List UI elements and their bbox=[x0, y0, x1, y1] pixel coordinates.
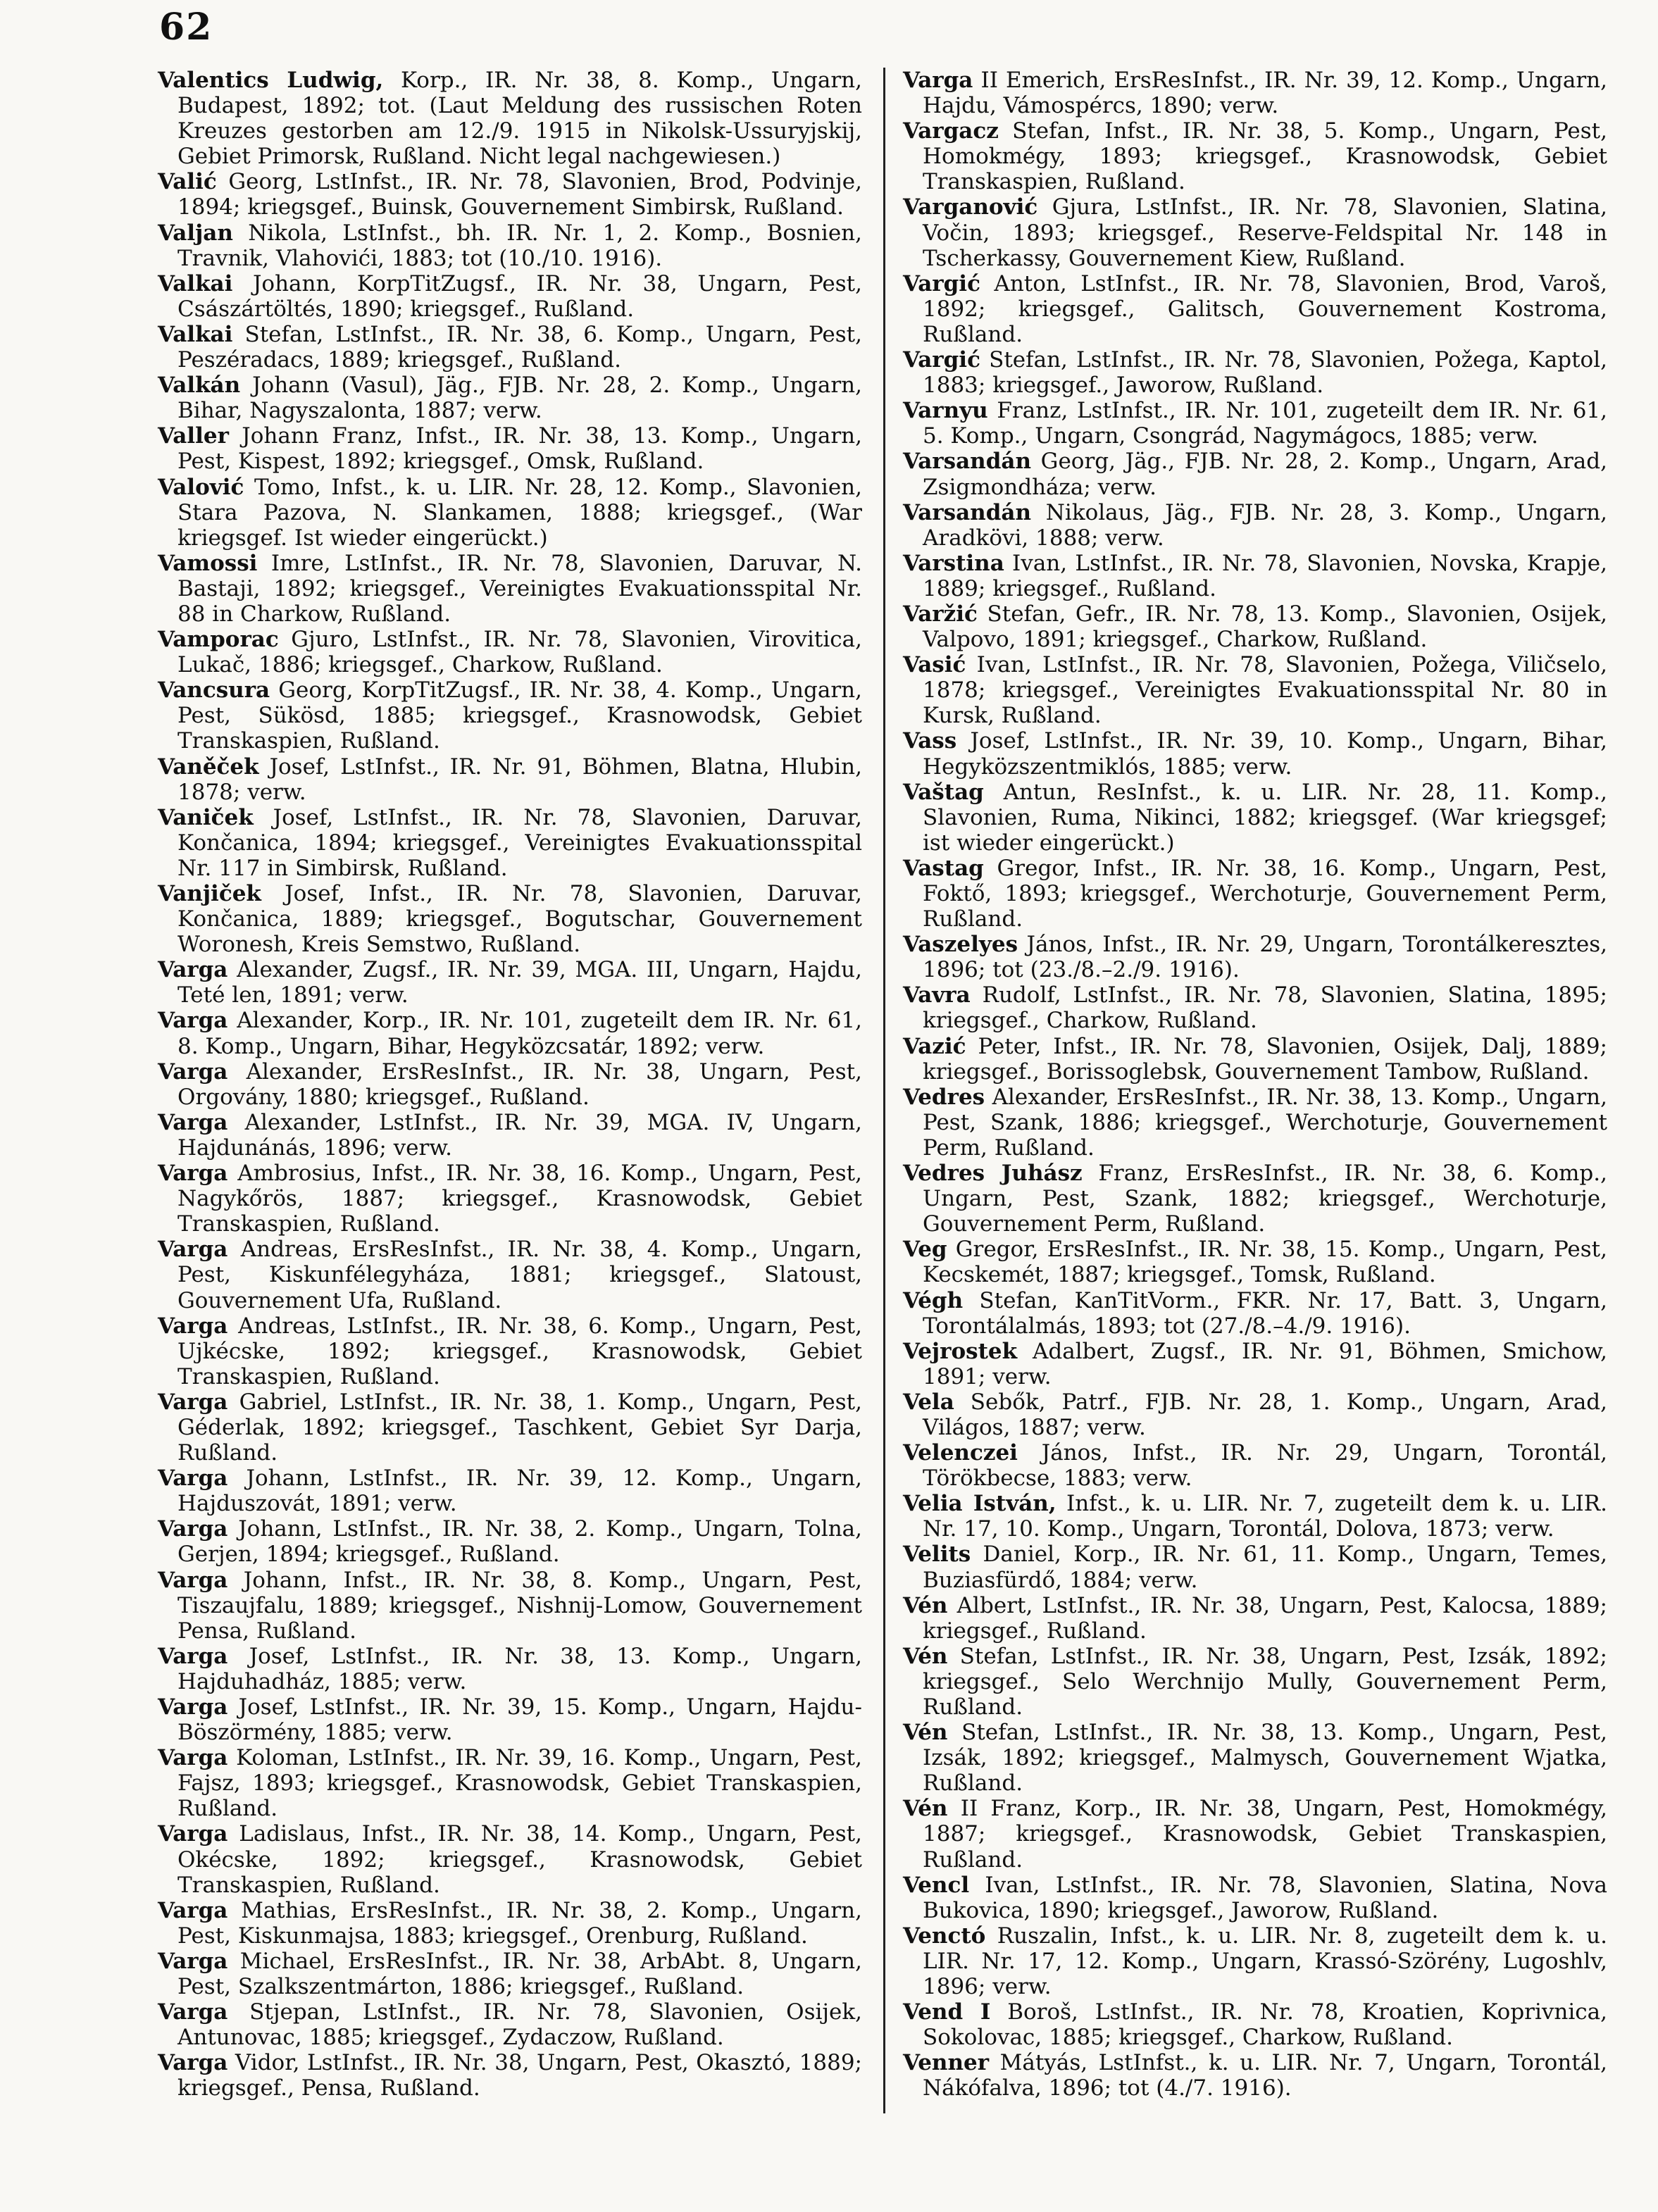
list-item bbox=[903, 1288, 1607, 1339]
entry-surname: Vasić bbox=[903, 652, 966, 678]
entry-details: Ivan, LstInfst., IR. Nr. 78, Slavonien, Novska, Krapje, 1889; kriegsgef., Rußland. bbox=[923, 550, 1607, 601]
list-item bbox=[903, 780, 1607, 856]
entry-details: Johann Franz, Infst., IR. Nr. 38, 13. Komp., Ungarn, Pest, Kispest, 1892; kriegsgef., Omsk, Rußland. bbox=[177, 423, 862, 475]
list-item bbox=[158, 1745, 862, 1821]
entry-details: II Franz, Korp., IR. Nr. 38, Ungarn, Pest, Homokmégy, 1887; kriegsgef., Krasnowodsk, Gebiet Transkaspien, Rußland. bbox=[923, 1796, 1607, 1873]
list-item bbox=[903, 1237, 1607, 1287]
entry-details: Johann, LstInfst., IR. Nr. 38, 2. Komp., Ungarn, Tolna, Gerjen, 1894; kriegsgef., Rußland. bbox=[177, 1516, 862, 1568]
entry-details: Alexander, Zugsf., IR. Nr. 39, MGA. III, Ungarn, Hajdu, Teté len, 1891; verw. bbox=[177, 957, 862, 1008]
left-column bbox=[158, 68, 862, 2101]
list-item bbox=[903, 1999, 1607, 2050]
entry-details: Ladislaus, Infst., IR. Nr. 38, 14. Komp., Ungarn, Pest, Okécske, 1892; kriegsgef., Krasnowodsk, Gebiet Transkaspien, Rußland. bbox=[177, 1821, 862, 1898]
list-item bbox=[903, 1440, 1607, 1491]
entry-details: Johann, KorpTitZugsf., IR. Nr. 38, Ungarn, Pest, Császártöltés, 1890; kriegsgef., Rußland. bbox=[177, 270, 862, 322]
entry-details: Rudolf, LstInfst., IR. Nr. 78, Slavonien, Slatina, 1895; kriegsgef., Charkow, Rußland. bbox=[923, 982, 1607, 1034]
right-column bbox=[903, 68, 1607, 2101]
entry-surname: Varganović bbox=[903, 194, 1038, 220]
entry-details: Franz, ErsResInfst., IR. Nr. 38, 6. Komp., Ungarn, Pest, Szank, 1882; kriegsgef., Werchoturje, Gouvernement Perm, Rußland. bbox=[923, 1161, 1607, 1237]
list-item bbox=[158, 271, 862, 322]
list-item bbox=[903, 1161, 1607, 1237]
list-item bbox=[903, 2050, 1607, 2101]
entry-surname: Varga bbox=[158, 1745, 228, 1771]
entry-details: Boroš, LstInfst., IR. Nr. 78, Kroatien, Koprivnica, Sokolovac, 1885; kriegsgef., Charkow, Rußland. bbox=[923, 1999, 1607, 2051]
list-item bbox=[158, 1999, 862, 2050]
entry-surname: Vastag bbox=[903, 855, 984, 881]
entry-surname: Veg bbox=[903, 1237, 947, 1263]
entry-surname: Valkai bbox=[158, 321, 233, 347]
entry-surname: Varga bbox=[158, 1008, 228, 1034]
entry-surname: Varga bbox=[158, 1999, 228, 2025]
list-item bbox=[158, 1516, 862, 1567]
list-item bbox=[903, 652, 1607, 728]
entry-details: Daniel, Korp., IR. Nr. 61, 11. Komp., Ungarn, Temes, Buziasfürdő, 1884; verw. bbox=[923, 1542, 1607, 1593]
entry-surname: Velits bbox=[903, 1542, 971, 1568]
entry-surname: Vencl bbox=[903, 1872, 970, 1898]
list-item bbox=[903, 271, 1607, 347]
entry-details: Alexander, ErsResInfst., IR. Nr. 38, 13. Komp., Ungarn, Pest, Szank, 1886; kriegsgef., Werchoturje, Gouvernement Perm, Rußland. bbox=[923, 1084, 1607, 1161]
column-divider bbox=[883, 68, 885, 2113]
entry-details: Stefan, LstInfst., IR. Nr. 38, 6. Komp., Ungarn, Pest, Peszéradacs, 1889; kriegsgef., Rußland. bbox=[177, 321, 862, 373]
entry-surname: Varga bbox=[158, 1237, 228, 1263]
entry-surname: Vejrostek bbox=[903, 1338, 1018, 1364]
entry-details: Sebők, Patrf., FJB. Nr. 28, 1. Komp., Ungarn, Arad, Világos, 1887; verw. bbox=[923, 1389, 1607, 1440]
entry-surname: Vén bbox=[903, 1643, 948, 1669]
entry-surname: Vargacz bbox=[903, 118, 999, 144]
entry-details: János, Infst., IR. Nr. 29, Ungarn, Torontál, Törökbecse, 1883; verw. bbox=[923, 1440, 1607, 1492]
list-item bbox=[903, 1085, 1607, 1161]
list-item bbox=[158, 220, 862, 271]
list-item bbox=[158, 1568, 862, 1644]
entry-details: Georg, KorpTitZugsf., IR. Nr. 38, 4. Komp., Ungarn, Pest, Sükösd, 1885; kriegsgef., Krasnowodsk, Gebiet Transkaspien, Rußland. bbox=[177, 677, 862, 754]
list-item bbox=[903, 118, 1607, 194]
entry-surname: Vend I bbox=[903, 1999, 991, 2025]
entry-surname: Valjan bbox=[158, 220, 233, 246]
entry-surname: Varsandán bbox=[903, 449, 1032, 475]
list-item bbox=[158, 881, 862, 957]
list-item bbox=[903, 68, 1607, 118]
list-item bbox=[903, 1593, 1607, 1644]
entry-details: Gabriel, LstInfst., IR. Nr. 38, 1. Komp., Ungarn, Pest, Géderlak, 1892; kriegsgef., Taschkent, Gebiet Syr Darja, Rußland. bbox=[177, 1389, 862, 1466]
entry-details: Josef, LstInfst., IR. Nr. 39, 15. Komp., Ungarn, Hajdu-Böszörmény, 1885; verw. bbox=[177, 1694, 862, 1746]
entry-details: Stefan, LstInfst., IR. Nr. 38, 13. Komp., Ungarn, Pest, Izsák, 1892; kriegsgef., Malmysch, Gouvernement Wjatka, Rußland. bbox=[923, 1720, 1607, 1797]
entry-surname: Varga bbox=[158, 1466, 228, 1492]
entry-surname: Valović bbox=[158, 474, 244, 500]
list-item bbox=[158, 1821, 862, 1897]
entry-surname: Vamporac bbox=[158, 627, 279, 653]
entry-surname: Varsandán bbox=[903, 499, 1032, 525]
entry-surname: Varga bbox=[158, 1058, 228, 1085]
entry-details: Andreas, LstInfst., IR. Nr. 38, 6. Komp., Ungarn, Pest, Ujkécske, 1892; kriegsgef., Krasnowodsk, Gebiet Transkaspien, Rußland. bbox=[177, 1313, 862, 1389]
entry-surname: Vaněček bbox=[158, 754, 259, 780]
entry-surname: Varga bbox=[158, 1109, 228, 1135]
entry-details: Koloman, LstInfst., IR. Nr. 39, 16. Komp., Ungarn, Pest, Fajsz, 1893; kriegsgef., Krasnowodsk, Gebiet Transkaspien, Rußland. bbox=[177, 1745, 862, 1822]
list-item bbox=[158, 2050, 862, 2101]
entry-details: Albert, LstInfst., IR. Nr. 38, Ungarn, Pest, Kalocsa, 1889; kriegsgef., Rußland. bbox=[923, 1592, 1607, 1644]
entry-surname: Velenczei bbox=[903, 1440, 1018, 1466]
entry-details: Josef, LstInfst., IR. Nr. 91, Böhmen, Blatna, Hlubin, 1878; verw. bbox=[177, 754, 862, 805]
list-item bbox=[158, 475, 862, 551]
entry-surname: Vazić bbox=[903, 1033, 966, 1059]
entry-details: Nikolaus, Jäg., FJB. Nr. 28, 3. Komp., Ungarn, Aradkövi, 1888; verw. bbox=[923, 499, 1607, 551]
entry-details: Stefan, KanTitVorm., FKR. Nr. 17, Batt. 3, Ungarn, Torontálalmás, 1893; tot (27./8.–4./9. 1916). bbox=[923, 1287, 1607, 1339]
entry-details: Franz, LstInfst., IR. Nr. 101, zugeteilt dem IR. Nr. 61, 5. Komp., Ungarn, Csongrád, Nagymágocs, 1885; verw. bbox=[923, 398, 1607, 449]
entry-surname: Vaniček bbox=[158, 804, 254, 830]
list-item bbox=[903, 1491, 1607, 1542]
entry-surname: Végh bbox=[903, 1287, 964, 1313]
entry-surname: Vancsura bbox=[158, 677, 270, 704]
entry-surname: Vaszelyes bbox=[903, 932, 1018, 958]
list-item bbox=[903, 1339, 1607, 1389]
list-item bbox=[158, 957, 862, 1008]
entry-surname: Vedres bbox=[903, 1084, 985, 1110]
list-item bbox=[903, 500, 1607, 551]
list-item bbox=[158, 627, 862, 677]
entry-surname: Varžić bbox=[903, 601, 978, 627]
entry-details: Georg, Jäg., FJB. Nr. 28, 2. Komp., Ungarn, Arad, Zsigmondháza; verw. bbox=[923, 449, 1607, 500]
entry-surname: Vamossi bbox=[158, 550, 258, 576]
list-item bbox=[158, 677, 862, 754]
entry-details: János, Infst., IR. Nr. 29, Ungarn, Torontálkeresztes, 1896; tot (23./8.–2./9. 1916). bbox=[923, 932, 1607, 983]
entry-surname: Varga bbox=[158, 1389, 228, 1415]
list-item bbox=[903, 932, 1607, 982]
list-item bbox=[903, 1034, 1607, 1085]
entry-details: Josef, Infst., IR. Nr. 78, Slavonien, Daruvar, Končanica, 1889; kriegsgef., Bogutschar, Gouvernement Woronesh, Kreis Semstwo, Rußland. bbox=[177, 881, 862, 958]
list-item bbox=[158, 805, 862, 881]
page-number: 62 bbox=[159, 6, 213, 49]
entry-surname: Varga bbox=[158, 1516, 228, 1542]
entry-surname: Valler bbox=[158, 423, 229, 449]
list-item bbox=[158, 169, 862, 220]
entry-surname: Varga bbox=[158, 957, 228, 983]
list-item bbox=[903, 1873, 1607, 1923]
entry-details: Josef, LstInfst., IR. Nr. 39, 10. Komp., Ungarn, Bihar, Hegyközszentmiklós, 1885; verw. bbox=[923, 728, 1607, 780]
list-item bbox=[903, 1923, 1607, 1999]
entry-details: Johann, LstInfst., IR. Nr. 39, 12. Komp., Ungarn, Hajduszovát, 1891; verw. bbox=[177, 1466, 862, 1517]
entry-details: Mathias, ErsResInfst., IR. Nr. 38, 2. Komp., Ungarn, Pest, Kiskunmajsa, 1883; kriegsgef., Orenburg, Rußland. bbox=[177, 1897, 862, 1949]
list-item bbox=[903, 1796, 1607, 1872]
entry-details: Peter, Infst., IR. Nr. 78, Slavonien, Osijek, Dalj, 1889; kriegsgef., Borissoglebsk, Gouvernement Tambow, Rußland. bbox=[923, 1033, 1607, 1085]
entry-surname: Varga bbox=[158, 1821, 228, 1847]
entry-details: Gregor, Infst., IR. Nr. 38, 16. Komp., Ungarn, Pest, Foktő, 1893; kriegsgef., Werchoturje, Gouvernement Perm, Rußland. bbox=[923, 855, 1607, 932]
entry-details: Stefan, LstInfst., IR. Nr. 78, Slavonien, Požega, Kaptol, 1883; kriegsgef., Jaworow, Rußland. bbox=[923, 347, 1607, 399]
entry-details: Infst., k. u. LIR. Nr. 7, zugeteilt dem k. u. LIR. Nr. 17, 10. Komp., Ungarn, Torontál, Dolova, 1873; verw. bbox=[923, 1491, 1607, 1542]
list-item bbox=[158, 1694, 862, 1745]
list-item bbox=[158, 1644, 862, 1694]
list-item bbox=[158, 1161, 862, 1237]
list-item bbox=[158, 551, 862, 627]
entry-details: Antun, ResInfst., k. u. LIR. Nr. 28, 11. Komp., Slavonien, Ruma, Nikinci, 1882; kriegsgef. (War kriegsgef; ist wieder eingerückt.) bbox=[923, 779, 1607, 856]
entry-surname: Varstina bbox=[903, 550, 1004, 576]
entry-details: Johann (Vasul), Jäg., FJB. Nr. 28, 2. Komp., Ungarn, Bihar, Nagyszalonta, 1887; verw. bbox=[177, 373, 862, 424]
entry-details: Alexander, LstInfst., IR. Nr. 39, MGA. IV, Ungarn, Hajdunánás, 1896; verw. bbox=[177, 1109, 862, 1161]
entry-details: Anton, LstInfst., IR. Nr. 78, Slavonien, Brod, Varoš, 1892; kriegsgef., Galitsch, Gouvernement Kostroma, Rußland. bbox=[923, 270, 1607, 347]
entry-details: Josef, LstInfst., IR. Nr. 38, 13. Komp., Ungarn, Hajduhadház, 1885; verw. bbox=[177, 1643, 862, 1694]
entry-details: Stefan, Gefr., IR. Nr. 78, 13. Komp., Slavonien, Osijek, Valpovo, 1891; kriegsgef., Charkow, Rußland. bbox=[923, 601, 1607, 653]
entry-surname: Varga bbox=[158, 1161, 228, 1187]
entry-surname: Vedres Juhász bbox=[903, 1161, 1083, 1187]
list-item bbox=[158, 1898, 862, 1949]
entry-surname: Valkán bbox=[158, 373, 241, 399]
entry-details: Stefan, LstInfst., IR. Nr. 38, Ungarn, Pest, Izsák, 1892; kriegsgef., Selo Werchnijo Mully, Gouvernement Perm, Rußland. bbox=[923, 1643, 1607, 1720]
entry-surname: Varga bbox=[903, 68, 973, 93]
list-item bbox=[158, 322, 862, 373]
entry-details: Gjura, LstInfst., IR. Nr. 78, Slavonien, Slatina, Vočin, 1893; kriegsgef., Reserve-Feldspital Nr. 148 in Tscherkassy, Gouvernement Kiew, Rußland. bbox=[923, 194, 1607, 271]
entry-surname: Varnyu bbox=[903, 398, 988, 424]
entry-surname: Valkai bbox=[158, 270, 233, 296]
entry-details: Josef, LstInfst., IR. Nr. 78, Slavonien, Daruvar, Končanica, 1894; kriegsgef., Vereinigtes Evakuationsspital Nr. 117 in Simbirsk, Rußland. bbox=[177, 804, 862, 881]
entry-surname: Venner bbox=[903, 2050, 990, 2076]
entry-surname: Varga bbox=[158, 1313, 228, 1339]
list-item bbox=[903, 1542, 1607, 1592]
list-item bbox=[158, 1008, 862, 1058]
entry-surname: Venctó bbox=[903, 1923, 986, 1949]
list-item bbox=[158, 1949, 862, 1999]
entry-surname: Vargić bbox=[903, 347, 980, 373]
entry-surname: Varga bbox=[158, 1694, 228, 1720]
entry-details: Stefan, Infst., IR. Nr. 38, 5. Komp., Ungarn, Pest, Homokmégy, 1893; kriegsgef., Krasnowodsk, Gebiet Transkaspien, Rußland. bbox=[923, 118, 1607, 195]
list-item bbox=[903, 551, 1607, 601]
entry-details: Michael, ErsResInfst., IR. Nr. 38, ArbAbt. 8, Ungarn, Pest, Szalkszentmárton, 1886; kriegsgef., Rußland. bbox=[177, 1948, 862, 2000]
entry-details: Ivan, LstInfst., IR. Nr. 78, Slavonien, Požega, Viličselo, 1878; kriegsgef., Vereinigtes Evakuationsspital Nr. 80 in Kursk, Rußland. bbox=[923, 652, 1607, 729]
entry-surname: Varga bbox=[158, 1948, 228, 1974]
entry-surname: Vén bbox=[903, 1796, 948, 1822]
entry-surname: Vela bbox=[903, 1389, 954, 1415]
entry-surname: Vanjiček bbox=[158, 881, 261, 906]
entry-surname: Vargić bbox=[903, 270, 980, 296]
entry-details: Gregor, ErsResInfst., IR. Nr. 38, 15. Komp., Ungarn, Pest, Kecskemét, 1887; kriegsgef., Tomsk, Rußland. bbox=[923, 1237, 1607, 1288]
list-item bbox=[903, 347, 1607, 398]
entry-details: Adalbert, Zugsf., IR. Nr. 91, Böhmen, Smichow, 1891; verw. bbox=[923, 1338, 1607, 1389]
list-item bbox=[903, 1720, 1607, 1796]
entry-details: Georg, LstInfst., IR. Nr. 78, Slavonien, Brod, Podvinje, 1894; kriegsgef., Buinsk, Gouvernement Simbirsk, Rußland. bbox=[177, 169, 862, 220]
entry-surname: Valić bbox=[158, 169, 217, 195]
entry-details: Tomo, Infst., k. u. LIR. Nr. 28, 12. Komp., Slavonien, Stara Pazova, N. Slankamen, 1888; kriegsgef., (War kriegsgef. Ist wieder eingerückt.) bbox=[177, 474, 862, 551]
list-item bbox=[158, 1313, 862, 1389]
entry-details: Johann, Infst., IR. Nr. 38, 8. Komp., Ungarn, Pest, Tiszaujfalu, 1889; kriegsgef., Nishnij-Lomow, Gouvernement Pensa, Rußland. bbox=[177, 1567, 862, 1644]
entry-details: Alexander, Korp., IR. Nr. 101, zugeteilt dem IR. Nr. 61, 8. Komp., Ungarn, Bihar, Hegyközcsatár, 1892; verw. bbox=[177, 1008, 862, 1059]
list-item bbox=[903, 398, 1607, 449]
entry-surname: Varga bbox=[158, 1643, 228, 1669]
list-item bbox=[158, 1059, 862, 1110]
entry-surname: Varga bbox=[158, 1567, 228, 1593]
list-item bbox=[903, 728, 1607, 779]
entry-surname: Vavra bbox=[903, 982, 971, 1008]
list-item bbox=[158, 68, 862, 169]
entry-surname: Vass bbox=[903, 728, 957, 754]
entry-surname: Valentics Ludwig, bbox=[158, 68, 384, 93]
list-item bbox=[158, 423, 862, 474]
entry-details: Imre, LstInfst., IR. Nr. 78, Slavonien, Daruvar, N. Bastaji, 1892; kriegsgef., Vereinigtes Evakuationsspital Nr. 88 in Charkow, Rußland. bbox=[177, 550, 862, 627]
entry-details: Mátyás, LstInfst., k. u. LIR. Nr. 7, Ungarn, Torontál, Nákófalva, 1896; tot (4./7. 1916). bbox=[923, 2050, 1607, 2101]
list-item bbox=[903, 856, 1607, 932]
list-item bbox=[158, 1237, 862, 1313]
entry-details: Ruszalin, Infst., k. u. LIR. Nr. 8, zugeteilt dem k. u. LIR. Nr. 17, 12. Komp., Ungarn, Krassó-Szörény, Lugoshlv, 1896; verw. bbox=[923, 1923, 1607, 2000]
entry-details: Nikola, LstInfst., bh. IR. Nr. 1, 2. Komp., Bosnien, Travnik, Vlahovići, 1883; tot (10./10. 1916). bbox=[177, 220, 862, 271]
entry-surname: Vén bbox=[903, 1592, 948, 1618]
list-item bbox=[903, 1389, 1607, 1440]
entry-details: Gjuro, LstInfst., IR. Nr. 78, Slavonien, Virovitica, Lukač, 1886; kriegsgef., Charkow, Rußland. bbox=[177, 627, 862, 678]
list-item bbox=[158, 1110, 862, 1161]
list-item bbox=[903, 601, 1607, 652]
list-item bbox=[903, 1644, 1607, 1720]
entry-details: Stjepan, LstInfst., IR. Nr. 78, Slavonien, Osijek, Antunovac, 1885; kriegsgef., Zydaczow, Rußland. bbox=[177, 1999, 862, 2051]
list-item bbox=[903, 449, 1607, 499]
list-item bbox=[158, 373, 862, 423]
list-item bbox=[158, 1466, 862, 1516]
entry-details: Ambrosius, Infst., IR. Nr. 38, 16. Komp., Ungarn, Pest, Nagykőrös, 1887; kriegsgef., Krasnowodsk, Gebiet Transkaspien, Rußland. bbox=[177, 1161, 862, 1237]
entry-surname: Vaštag bbox=[903, 779, 984, 805]
list-item bbox=[158, 754, 862, 805]
entry-surname: Vén bbox=[903, 1720, 948, 1746]
list-item bbox=[903, 194, 1607, 270]
entry-details: Ivan, LstInfst., IR. Nr. 78, Slavonien, Slatina, Nova Bukovica, 1890; kriegsgef., Jaworow, Rußland. bbox=[923, 1872, 1607, 1923]
entry-surname: Varga bbox=[158, 1897, 228, 1923]
entry-details: Andreas, ErsResInfst., IR. Nr. 38, 4. Komp., Ungarn, Pest, Kiskunfélegyháza, 1881; kriegsgef., Slatoust, Gouvernement Ufa, Rußland. bbox=[177, 1237, 862, 1313]
list-item bbox=[903, 982, 1607, 1033]
entry-details: II Emerich, ErsResInfst., IR. Nr. 39, 12. Komp., Ungarn, Hajdu, Vámospércs, 1890; verw. bbox=[923, 68, 1607, 119]
entry-details: Vidor, LstInfst., IR. Nr. 38, Ungarn, Pest, Okasztó, 1889; kriegsgef., Pensa, Rußland. bbox=[177, 2050, 862, 2101]
entry-details: Alexander, ErsResInfst., IR. Nr. 38, Ungarn, Pest, Orgovány, 1880; kriegsgef., Rußland. bbox=[177, 1058, 862, 1110]
entry-surname: Velia István, bbox=[903, 1491, 1056, 1517]
entry-details: Korp., IR. Nr. 38, 8. Komp., Ungarn, Budapest, 1892; tot. (Laut Meldung des russischen Roten Kreuzes gestorben am 12./9. 1915 in Nikolsk-Ussuryjskij, Gebiet Primorsk, Rußland. Nicht legal nachgewiesen.) bbox=[177, 68, 862, 170]
entry-surname: Varga bbox=[158, 2050, 228, 2076]
list-item bbox=[158, 1389, 862, 1466]
